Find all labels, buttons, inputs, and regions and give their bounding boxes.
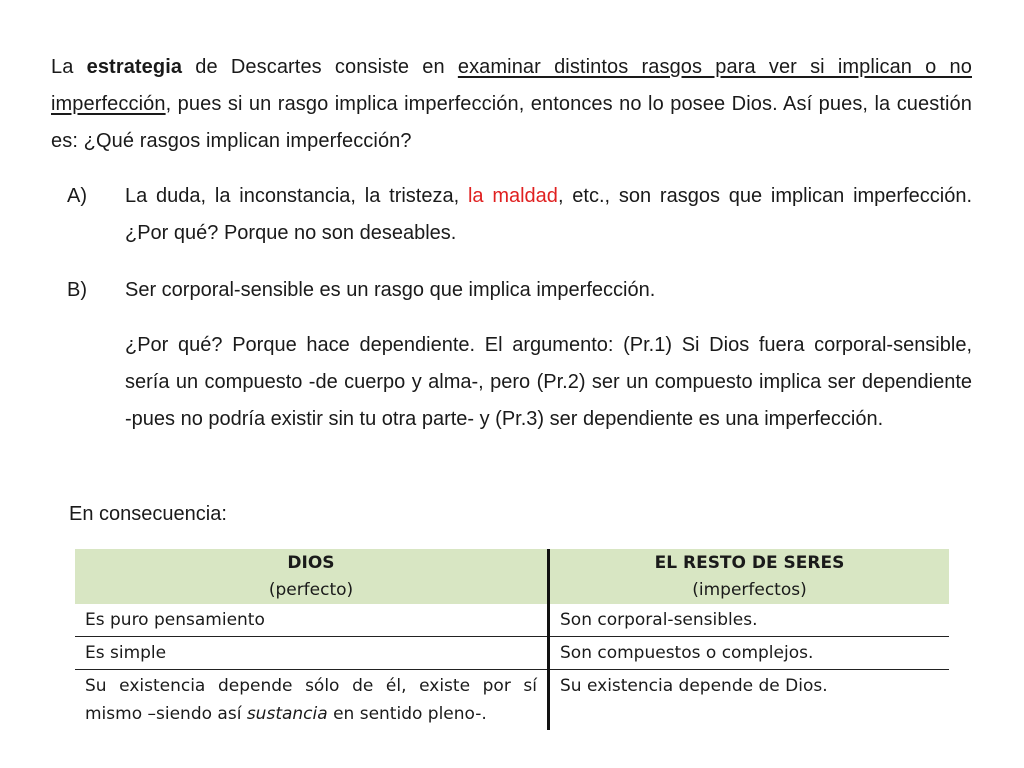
conclusion-label: En consecuencia: [69,503,227,525]
item-b-explanation-text: ¿Por qué? Porque hace dependiente. El argumento: (Pr.1) Si Dios fuera corporal-sensible, sería un compuesto -de cuerpo y alma-, pero (Pr.2) ser un compuesto implica ser dependiente -pues no podría existir sin tu otra parte- y (Pr.3) ser dependiente es una imperfección. [125,334,972,430]
item-a-text-1: La duda, la inconstancia, la tristeza, [125,185,468,207]
header-title: EL RESTO DE SERES [654,553,845,573]
intro-underlined-phrase: examinar distintos rasgos para ver si implican o no imperfección [51,56,972,115]
cell-italic-sustancia: sustancia [246,704,328,724]
header-subtitle: (perfecto) [268,580,354,600]
header-title: DIOS [287,553,335,573]
table-header-resto [549,549,950,604]
comparison-table [75,549,949,730]
list-item-b-explanation [67,327,972,438]
list-item-b-text: Ser corporal-sensible es un rasgo que implica imperfección. [125,279,656,301]
list-item-a-text [125,178,972,252]
table-cell-left [75,670,549,731]
table-cell-left: Es puro pensamiento [85,610,265,630]
table-row [75,604,949,637]
table-header-dios [75,549,549,604]
list-marker-b: B) [67,279,87,301]
intro-text-3: , pues si un rasgo implica imperfección, entonces no lo posee Dios. Así pues, la cuestión es: ¿Qué rasgos implican imperfección? [51,93,972,152]
list-marker-a: A) [67,185,87,207]
table-cell-right: Son compuestos o complejos. [549,637,950,670]
list-item-a [67,178,972,252]
intro-bold-strategy: estrategia [86,56,183,78]
item-a-text-2: , etc., son rasgos que implican imperfección. ¿Por qué? Porque no son deseables. [125,185,973,244]
table-row [75,637,949,670]
table-row [75,670,949,731]
table-cell-right: Son corporal-sensibles. [549,604,950,637]
header-subtitle: (imperfectos) [692,580,807,600]
item-a-highlight: la maldad [467,185,558,207]
cell-text-2: en sentido pleno-. [327,704,487,724]
cell-text-1: Su existencia depende sólo de él, existe por sí mismo –siendo así [85,676,537,724]
table-header-row [75,549,949,604]
list-item-b [67,272,972,309]
intro-paragraph [51,49,972,160]
intro-text-2: de Descartes consiste en [182,56,458,78]
table-cell-left: Es simple [75,637,549,670]
table-cell-right: Su existencia depende de Dios. [549,670,950,731]
intro-text-1: La [51,56,87,78]
